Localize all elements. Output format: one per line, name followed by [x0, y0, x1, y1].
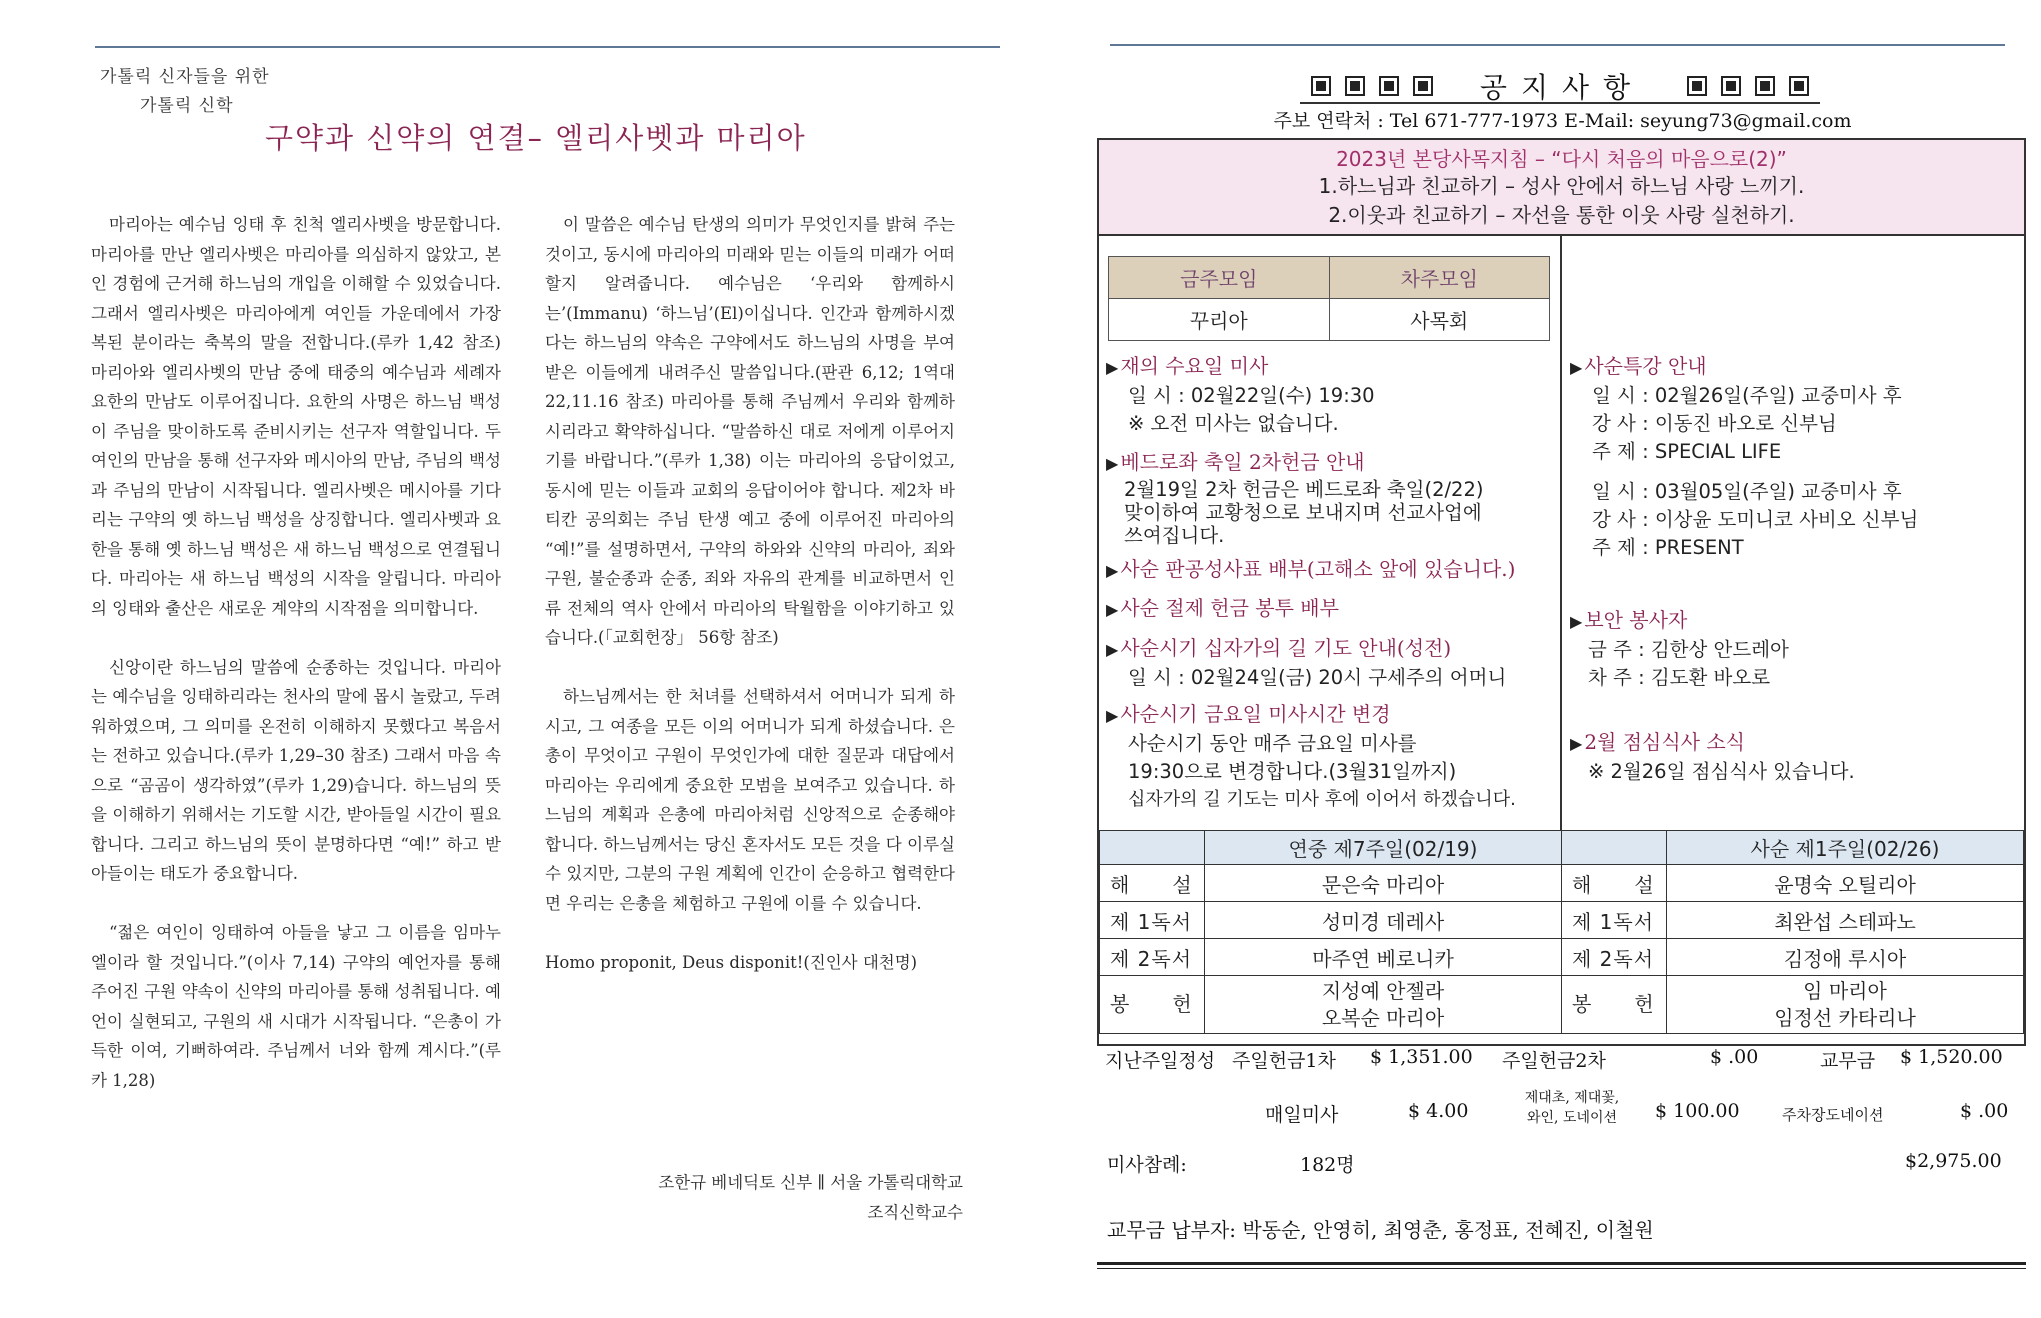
guideline-item-1: 1.하느님과 친교하기 – 성사 안에서 하느님 사랑 느끼기.: [1318, 174, 1805, 198]
altar-donation-amount: $ 100.00: [1655, 1100, 1740, 1122]
dues-payers-names: 박동순, 안영히, 최영춘, 홍정표, 전혜진, 이철원: [1242, 1218, 1654, 1242]
notice-line: 일 시 : 02월26일(주일) 교중미사 후: [1592, 384, 1902, 407]
ash-wednesday-notice: [1106, 352, 1375, 438]
column-divider: [1560, 236, 1562, 830]
roster-role: 해 설: [1562, 865, 1667, 902]
notice-line: 19:30으로 변경합니다.(3월31일까지): [1128, 760, 1457, 783]
notice-heading: ▶ 사순 판공성사표 배부(고해소 앞에 있습니다.): [1106, 555, 1515, 585]
right-top-rule: [1110, 44, 2005, 46]
author-line-1: 조한규 베네딕토 신부 ∥ 서울 가톨릭대학교: [658, 1173, 963, 1192]
sunday-collection-1: $ 1,351.00: [1370, 1046, 1473, 1068]
author-line-2: 조직신학교수: [867, 1203, 963, 1222]
roster-cell: 문은숙 마리아: [1205, 865, 1562, 902]
roster-cell: 김정애 루시아: [1667, 939, 2024, 976]
square-ornament-icon: [1687, 76, 1707, 96]
parking-donation-amount: $ .00: [1960, 1100, 2009, 1122]
roster-role: 제 1독서: [1100, 902, 1205, 939]
guideline-item-2: 2.이웃과 친교하기 – 자선을 통한 이웃 사랑 실천하기.: [1328, 203, 1795, 227]
next-week-meeting: 사목회: [1329, 299, 1550, 341]
finance-label: 지난주일정성: [1105, 1050, 1216, 1072]
abstinence-envelope-notice: [1106, 594, 1339, 624]
next-week-meeting-header: 차주모임: [1329, 257, 1550, 299]
bottom-rule-thin: [1097, 1268, 2026, 1269]
liturgy-roster-table: [1099, 830, 2024, 1034]
notice-line: 금 주 : 김한상 안드레아: [1588, 638, 1789, 661]
roster-name: 임정선 카타리나: [1774, 1005, 1916, 1030]
square-ornament-icon: [1755, 76, 1775, 96]
roster-cell: 성미경 데레사: [1205, 902, 1562, 939]
author-signature: [545, 1168, 963, 1228]
roster-cell: [1205, 976, 1562, 1034]
roster-week2-header: 사순 제1주일(02/26): [1667, 831, 2024, 865]
notice-line: 사순시기 동안 매주 금요일 미사를: [1128, 732, 1417, 755]
notice-line: 일 시 : 02월22일(수) 19:30: [1128, 384, 1375, 407]
pastoral-guideline-box: [1099, 140, 2024, 236]
paragraph: Homo proponit, Deus disponit!(진인사 대천명): [545, 952, 918, 972]
confession-card-notice: [1106, 555, 1515, 585]
paragraph: 신앙이란 하느님의 말씀에 순종하는 것입니다. 마리아는 예수님을 잉태하리라는 천사의 말에 몹시 놀랐고, 두려워하였으며, 그 의미를 온전히 이해하지 못했다고 복음서는 전하고 있습니다.(루카 1,29–30 참조) 그래서 마음 속으로 “곰곰이 생각하였”(루카 1,29)습니다. 하느님의 뜻을 이해하기 위해서는 기도할 시간, 받아들일 시간이 필요합니다. 그리고 하느님의 뜻이 분명하다면 “예!” 하고 받아들이는 태도가 중요합니다.: [91, 657, 501, 883]
notice-line: 일 시 : 02월24일(금) 20시 구세주의 어머니: [1128, 666, 1507, 689]
notice-line: 차 주 : 김도환 바오로: [1588, 666, 1771, 689]
notice-line: 쓰여집니다.: [1124, 524, 1225, 547]
parking-donation-label: 주차장도네이션: [1782, 1106, 1884, 1124]
friday-mass-notice: [1106, 700, 1516, 814]
left-top-rule: [95, 46, 1000, 48]
dues-amount: $ 1,520.00: [1900, 1046, 2003, 1068]
notice-heading: ▶ 보안 봉사자: [1570, 606, 1789, 636]
bulletin-contact: 주보 연락처 : Tel 671-777-1973 E-Mail: seyung73@gmail.com: [1273, 110, 1852, 132]
this-week-meeting: 꾸리아: [1109, 299, 1330, 341]
roster-name: 지성예 안젤라: [1321, 978, 1445, 1003]
notice-heading: ▶ 사순시기 금요일 미사시간 변경: [1106, 700, 1516, 730]
attendance-count: 182명: [1300, 1154, 1355, 1176]
daily-mass-label: 매일미사: [1265, 1104, 1339, 1126]
roster-cell: 윤명숙 오틸리아: [1667, 865, 2024, 902]
notice-line: 강 사 : 이상윤 도미니코 사비오 신부님: [1592, 508, 1919, 531]
notice-heading: ▶ 사순특강 안내: [1570, 352, 1918, 382]
notice-heading: ▶ 사순시기 십자가의 길 기도 안내(성전): [1106, 634, 1506, 664]
lent-lecture-notice: [1570, 352, 1918, 562]
meeting-table: [1108, 256, 1550, 341]
notice-line: 주 제 : SPECIAL LIFE: [1592, 440, 1782, 463]
kicker-line-1: 가톨릭 신자들을 위한: [100, 67, 270, 87]
square-ornament-icon: [1345, 76, 1365, 96]
roster-role: 제 2독서: [1100, 939, 1205, 976]
kicker-line-2: 가톨릭 신학: [140, 96, 234, 116]
notice-line: 2월19일 2차 헌금은 베드로좌 축일(2/22): [1124, 478, 1484, 501]
dues-payers-label: 교무금 납부자:: [1107, 1218, 1237, 1242]
altar-label-line: 제대초, 제대꽃,: [1524, 1090, 1620, 1106]
roster-week1-header: 연중 제7주일(02/19): [1205, 831, 1562, 865]
paragraph: 이 말씀은 예수님 탄생의 의미가 무엇인지를 밝혀 주는 것이고, 동시에 마리아의 미래와 믿는 이들의 미래가 어떠할지 알려줍니다. 예수님은 ‘우리와 함께하시는’(Immanu) ‘하느님’(El)이십니다. 인간과 함께하시겠다는 하느님의 약속은 구약에서도 하느님의 사명을 부여받은 이들에게 내려주신 말씀입니다.(판관 6,12; 1역대 22,11.16 참조) 마리아를 통해 주님께서 우리와 함께하시리라고 확약하십니다. “말씀하신 대로 저에게 이루어지기를 바랍니다.”(루카 1,38) 이는 마리아의 응답이었고, 동시에 믿는 이들과 교회의 응답이어야 합니다. 제2차 바티칸 공의회는 주님 탄생 예고 중에 이루어진 마리아의 “예!”를 설명하면서, 구약의 하와와 신약의 마리아, 죄와 구원, 불순종과 순종, 죄와 자유의 관계를 비교하면서 인류 전체의 역사 안에서 마리아의 탁월함을 이야기하고 있습니다.(「교회헌장」 56항 참조): [545, 215, 955, 647]
notice-line: 십자가의 길 기도는 미사 후에 이어서 하겠습니다.: [1128, 789, 1516, 810]
sunday-collection-2: $ .00: [1710, 1046, 1759, 1068]
notice-line: 강 사 : 이동진 바오로 신부님: [1592, 412, 1837, 435]
notice-heading: ▶ 재의 수요일 미사: [1106, 352, 1375, 382]
paragraph: 마리아는 예수님 잉태 후 친척 엘리사벳을 방문합니다. 마리아를 만난 엘리사벳은 마리아를 의심하지 않았고, 본인 경험에 근거해 하느님의 개입을 이해할 수 있었습니다. 그래서 엘리사벳은 마리아에게 여인들 가운데에서 가장 복된 분이라는 축복의 말을 전합니다.(루카 1,42 참조) 마리아와 엘리사벳의 만남 중에 태중의 예수님과 세례자 요한의 만남도 이루어집니다. 요한의 사명은 하느님 백성이 주님을 맞이하도록 준비시키는 선구자 역할입니다. 두 여인의 만남을 통해 선구자와 메시아의 만남, 주님의 백성과 주님의 만남이 시작됩니다. 엘리사벳은 메시아를 기다리는 구약의 옛 하느님 백성을 상징합니다. 엘리사벳과 요한을 통해 옛 하느님 백성은 새 하느님 백성으로 연결됩니다. 마리아는 새 하느님 백성의 시작을 알립니다. 마리아의 잉태와 출산은 새로운 계약의 시작점을 의미합니다.: [91, 215, 501, 618]
altar-label-line: 와인, 도네이션: [1526, 1110, 1618, 1126]
notice-line: 주 제 : PRESENT: [1592, 536, 1744, 559]
daily-mass-amount: $ 4.00: [1408, 1100, 1469, 1122]
notice-heading: ▶ 베드로좌 축일 2차헌금 안내: [1106, 448, 1483, 478]
notice-line: ※ 오전 미사는 없습니다.: [1128, 412, 1339, 435]
roster-corner: [1100, 831, 1205, 865]
square-ornament-icon: [1721, 76, 1741, 96]
notice-line: 일 시 : 03월05일(주일) 교중미사 후: [1592, 480, 1902, 503]
article-column-right: [545, 210, 955, 1007]
finance-total: $2,975.00: [1905, 1150, 2002, 1172]
roster-role: 제 1독서: [1562, 902, 1667, 939]
article-column-left: [91, 210, 501, 1125]
roster-role: 봉 헌: [1562, 976, 1667, 1034]
roster-role: 해 설: [1100, 865, 1205, 902]
roster-cell: 마주연 베로니카: [1205, 939, 1562, 976]
roster-corner: [1562, 831, 1667, 865]
this-week-meeting-header: 금주모임: [1109, 257, 1330, 299]
stations-of-cross-notice: [1106, 634, 1506, 692]
altar-donation-label: [1502, 1088, 1642, 1128]
square-ornament-icon: [1789, 76, 1809, 96]
notice-heading: ▶ 사순 절제 헌금 봉투 배부: [1106, 594, 1339, 624]
bottom-rule: [1097, 1262, 2026, 1265]
square-ornament-icon: [1413, 76, 1433, 96]
dues-payers: [1107, 1214, 1654, 1243]
article-title: 구약과 신약의 연결– 엘리사벳과 마리아: [265, 121, 807, 155]
notice-line: 맞이하여 교황청으로 보내지며 선교사업에: [1124, 501, 1482, 524]
square-ornament-icon: [1311, 76, 1331, 96]
lunch-notice: [1570, 728, 1855, 786]
guideline-title: 2023년 본당사목지침 – “다시 처음의 마음으로(2)”: [1336, 147, 1787, 171]
security-volunteer-notice: [1570, 606, 1789, 692]
paragraph: “젊은 여인이 잉태하여 아들을 낳고 그 이름을 임마누엘이라 할 것입니다.”(이사 7,14) 구약의 예언자를 통해 주어진 구원 약속이 신약의 마리아를 통해 성취됩니다. 예언이 실현되고, 구원의 새 시대가 시작됩니다. “은총이 가득한 이여, 기뻐하여라. 주님께서 너와 함께 계시다.”(루카 1,28): [91, 923, 501, 1090]
roster-name: 오복순 마리아: [1321, 1005, 1445, 1030]
attendance-label: 미사참례:: [1107, 1154, 1187, 1176]
sunday-collection-1-label: 주일헌금1차: [1232, 1050, 1336, 1072]
sunday-collection-2-label: 주일헌금2차: [1502, 1050, 1606, 1072]
notice-header: [1300, 70, 1820, 104]
roster-cell: [1667, 976, 2024, 1034]
notice-line: ※ 2월26일 점심식사 있습니다.: [1588, 760, 1855, 783]
paragraph: 하느님께서는 한 처녀를 선택하셔서 어머니가 되게 하시고, 그 여종을 모든 이의 어머니가 되게 하셨습니다. 은총이 무엇이고 구원이 무엇인가에 대한 질문과 대답에서 마리아는 우리에게 중요한 모범을 보여주고 있습니다. 하느님의 계획과 은총에 마리아처럼 신앙적으로 순종해야 합니다. 하느님께서는 당신 혼자서도 모든 것을 다 이루실 수 있지만, 그분의 구원 계획에 인간이 순응하고 협력한다면 우리는 은총을 체험하고 구원에 이를 수 있습니다.: [545, 687, 955, 913]
roster-cell: 최완섭 스테파노: [1667, 902, 2024, 939]
notice-heading: ▶ 2월 점심식사 소식: [1570, 728, 1855, 758]
roster-name: 임 마리아: [1803, 978, 1887, 1003]
roster-role: 봉 헌: [1100, 976, 1205, 1034]
roster-role: 제 2독서: [1562, 939, 1667, 976]
square-ornament-icon: [1379, 76, 1399, 96]
dues-label: 교무금: [1820, 1050, 1876, 1072]
notice-title: 공지사항: [1479, 71, 1645, 104]
peter-collection-notice: [1106, 448, 1483, 547]
